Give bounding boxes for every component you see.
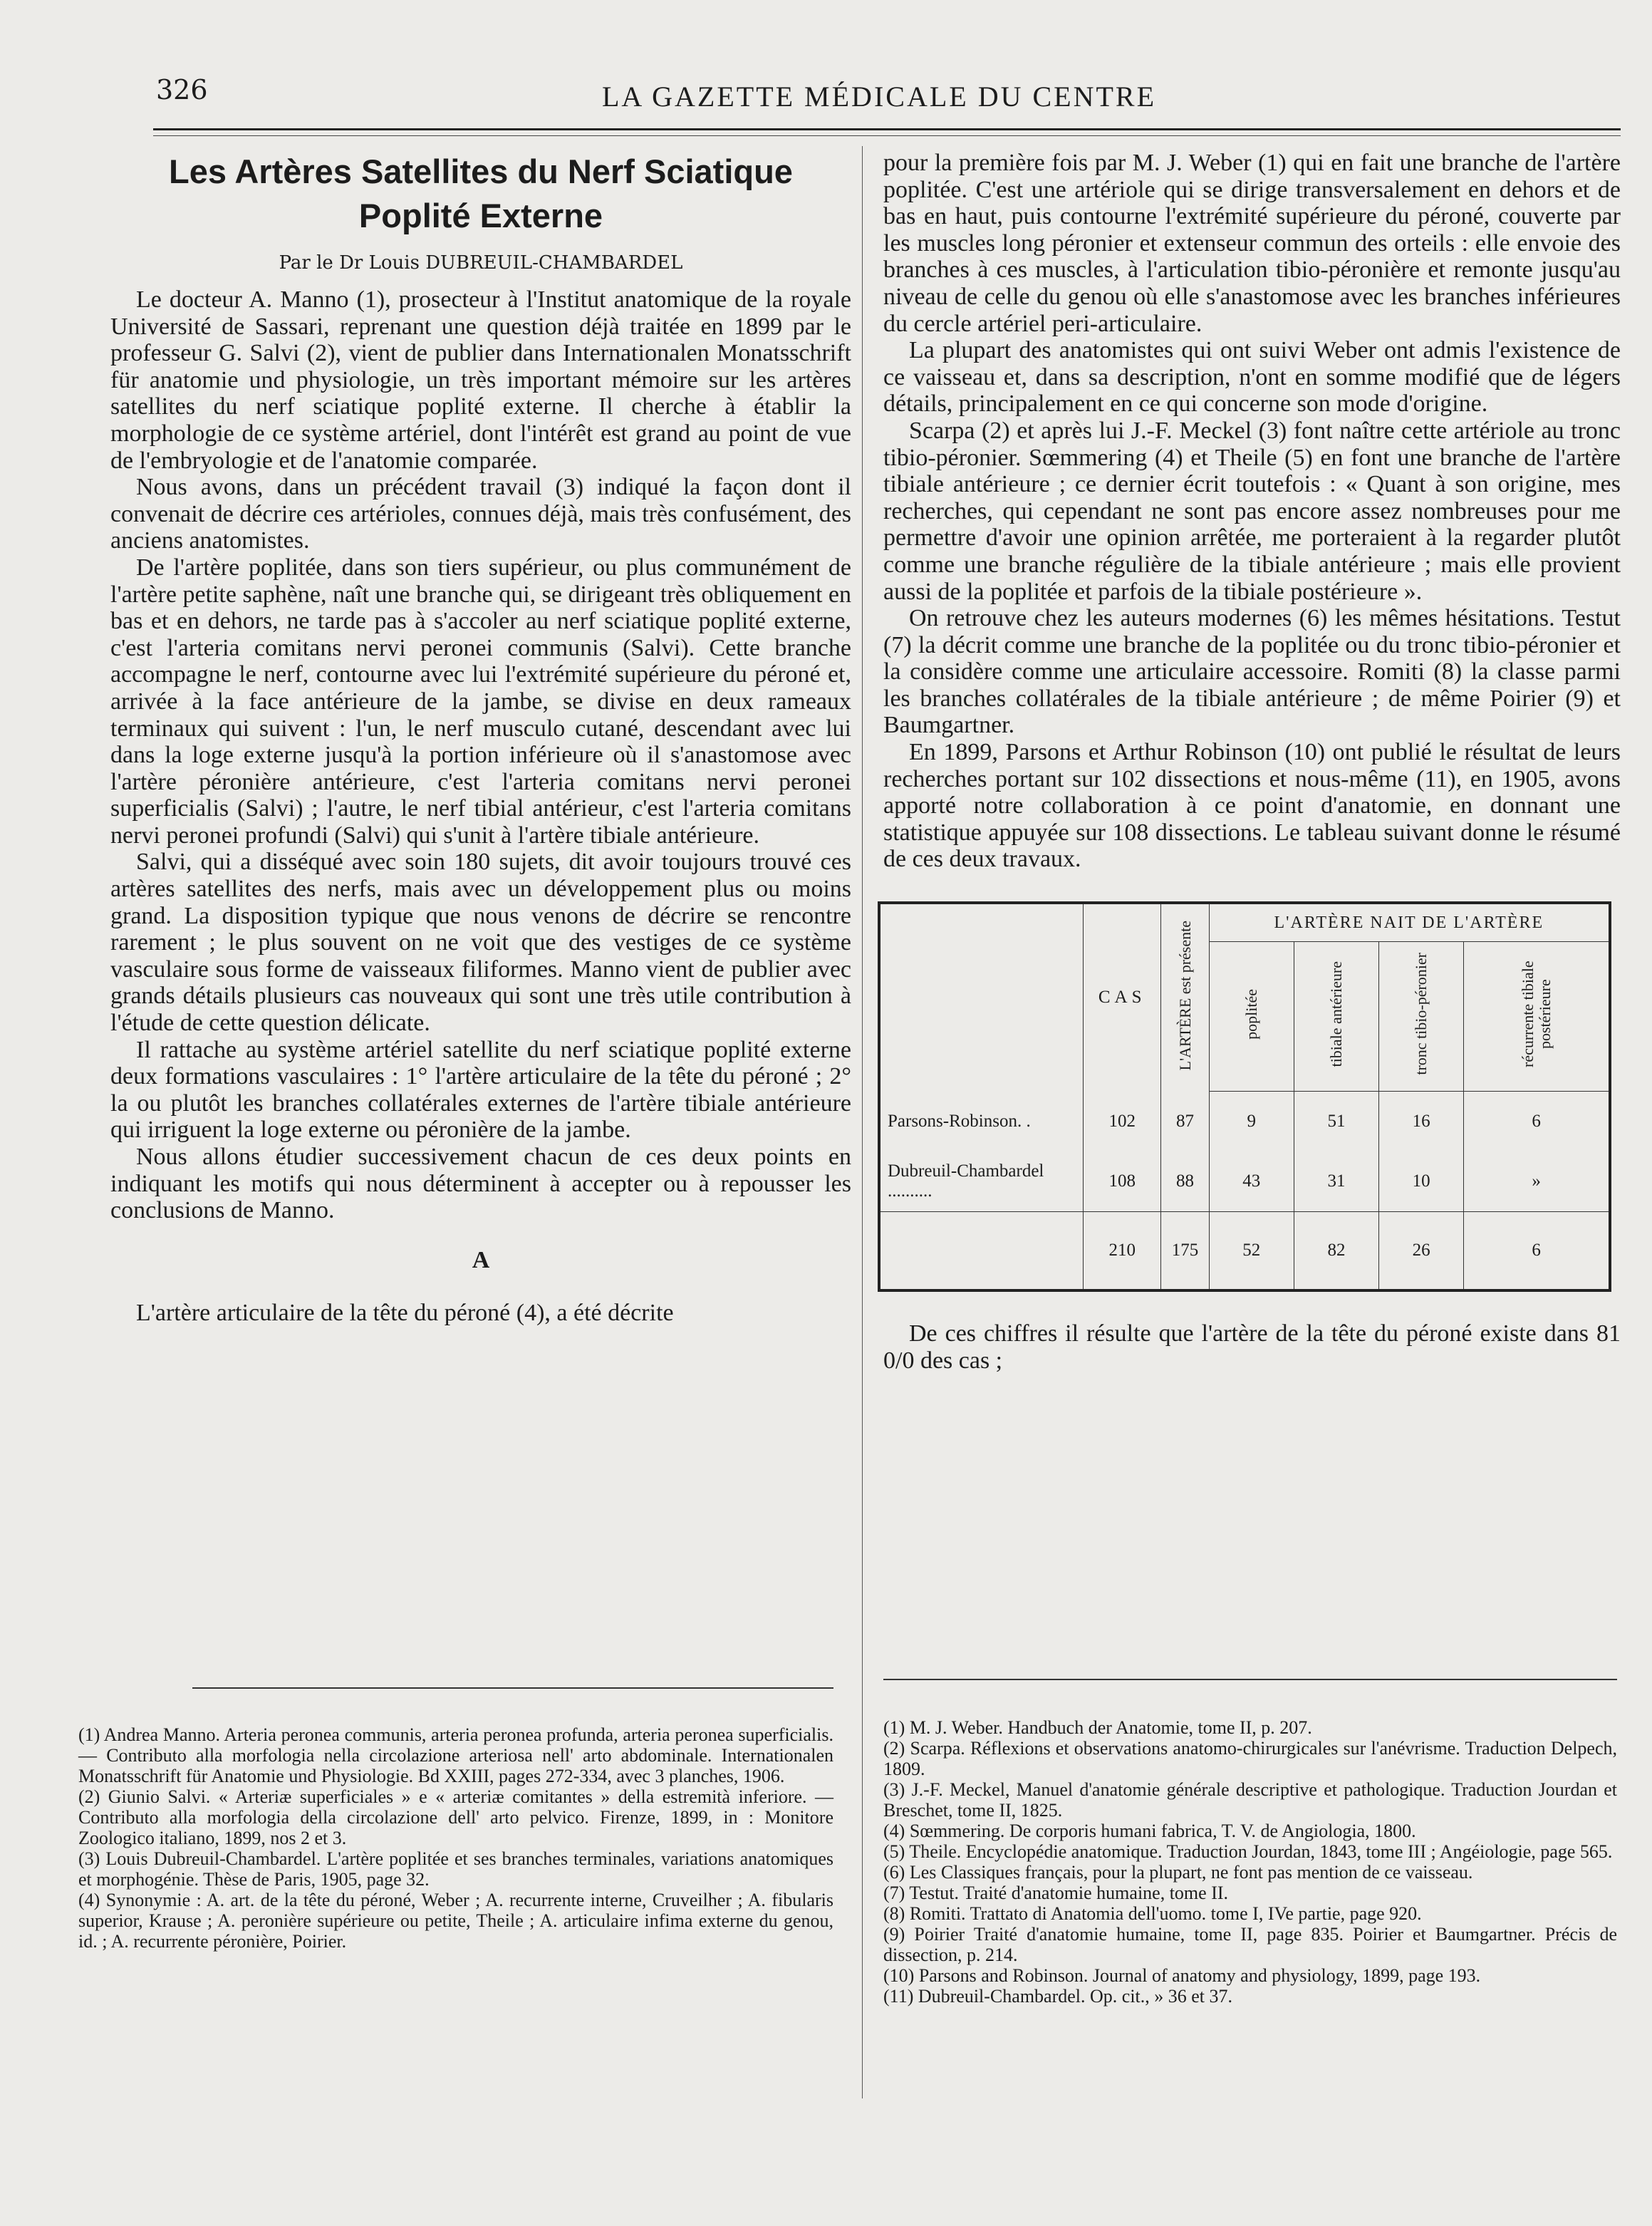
table-cell: 10 <box>1379 1151 1464 1212</box>
footnote: (4) Synonymie : A. art. de la tête du péroné, Weber ; A. recurrente interne, Cruveilher ; A. fibularis superior, Krause ; A. peronière supérieure ou petite, Theile ; A. articulaire infima externe du genou, id. ; A. recurrente péronière, Poirier. <box>78 1890 833 1952</box>
header-rule <box>153 128 1621 130</box>
paragraph: La plupart des anatomistes qui ont suivi Weber ont admis l'existence de ce vaisseau et, dans sa description, n'ont en somme modifié que de légers détails, principalement en ce qui concerne son mode d'origine. <box>883 337 1621 418</box>
table-header-cell: poplitée <box>1209 942 1294 1092</box>
paragraph: De l'artère poplitée, dans son tiers supérieur, ou plus communément de l'artère petite saphène, naît une branche qui, se dirigeant très obliquement en bas et en dehors, ne tarde pas à s'accoler au nerf sciatique poplité externe, c'est l'arteria comitans nervi peronei communis (Salvi). Cette branche accompagne le nerf, contourne avec lui l'extrémité supérieure du péroné et, arrivée à la face antérieure de la jambe, se divise en deux rameaux terminaux qui suivent : l'un, le nerf musculo cutané, descendant avec lui dans la loge externe jusqu'à la portion inférieure où il s'anastomose avec l'artère péronière antérieure, c'est l'arteria comitans nervi peronei superficialis (Salvi) ; l'autre, le nerf tibial antérieur, c'est l'arteria comitans nervi peronei profundi (Salvi) qui s'unit à l'artère tibiale antérieure. <box>110 554 851 849</box>
right-column <box>883 150 1621 1374</box>
table-cell: 82 <box>1294 1212 1378 1291</box>
footnote: (5) Theile. Encyclopédie anatomique. Traduction Jourdan, 1843, tome III ; Angéiologie, page 565. <box>883 1841 1613 1862</box>
table-header-cell: tronc tibio-péronier <box>1379 942 1464 1092</box>
table-cell: » <box>1464 1151 1610 1212</box>
table-header-cell: tibiale antérieure <box>1294 942 1378 1092</box>
table-header-cell: récurrente tibiale postérieure <box>1464 942 1610 1092</box>
table-cell: 6 <box>1464 1212 1610 1291</box>
footnote-rule-right <box>883 1679 1617 1680</box>
footnote: (8) Romiti. Trattato di Anatomia dell'uomo. tome I, IVe partie, page 920. <box>883 1903 1422 1924</box>
footnote: (3) Louis Dubreuil-Chambardel. L'artère poplitée et ses branches terminales, variations anatomiques et morphogénie. Thèse de Paris, 1905, page 32. <box>78 1848 833 1890</box>
paragraph: Nous avons, dans un précédent travail (3) indiqué la façon dont il convenait de décrire ces artérioles, connues déjà, mais très confusément, des anciens anatomistes. <box>110 474 851 554</box>
table-cell: Parsons-Robinson. . <box>879 1092 1084 1152</box>
table-header-cell: CAS <box>1084 903 1161 1092</box>
paragraph: On retrouve chez les auteurs modernes (6) les mêmes hésitations. Testut (7) la décrit comme une branche de la poplitée ou du tronc tibio-péronier et la considère comme une articulaire accessoire. Romiti (8) la classe parmi les branches collatérales de la tibiale antérieure ; de même Poirier (9) et Baumgartner. <box>883 605 1621 739</box>
table-cell: 210 <box>1084 1212 1161 1291</box>
table-group-header: L'ARTÈRE NAIT DE L'ARTÈRE <box>1209 903 1610 942</box>
footnote: (7) Testut. Traité d'anatomie humaine, tome II. <box>883 1883 1229 1903</box>
footnote: (1) M. J. Weber. Handbuch der Anatomie, tome II, p. 207. <box>883 1717 1312 1738</box>
footnote: (6) Les Classiques français, pour la plupart, ne font pas mention de ce vaisseau. <box>883 1862 1473 1883</box>
footnote-rule-left <box>192 1687 833 1689</box>
paragraph: Salvi, qui a disséqué avec soin 180 sujets, dit avoir toujours trouvé ces artères satellites des nerfs, mais avec un développement plus ou moins grand. La disposition typique que nous venons de décrire se rencontre rarement ; le plus souvent on ne voit que des vestiges de ce système vasculaire sous forme de vaisseaux filiformes. Manno vient de publier avec grands détails plusieurs cas nouveaux qui sont une très utile contribution à l'étude de cette question délicate. <box>110 849 851 1037</box>
table-cell: 87 <box>1161 1092 1209 1152</box>
table-cell: 9 <box>1209 1092 1294 1152</box>
table-cell: 102 <box>1084 1092 1161 1152</box>
table-cell: Dubreuil-Chambardel .......... <box>879 1151 1084 1212</box>
table-cell: 88 <box>1161 1151 1209 1212</box>
paragraph: Le docteur A. Manno (1), prosecteur à l'Institut anatomique de la royale Université de Sassari, reprenant une question déjà traitée en 1899 par le professeur G. Salvi (2), vient de publier dans Internationalen Monatsschrift für anatomie und physiologie, un très important mémoire sur les artères satellites du nerf sciatique poplité externe. Il cherche à établir la morphologie de ce système artériel, dont l'intérêt est grand au point de vue de l'embryologie et de l'anatomie comparée. <box>110 286 851 474</box>
table-cell: 16 <box>1379 1092 1464 1152</box>
paragraph: En 1899, Parsons et Arthur Robinson (10) ont publié le résultat de leurs recherches portant sur 102 dissections et nous-même (11), en 1905, avons apporté notre collaboration à ce point d'anatomie, en donnant une statistique appuyée sur 108 dissections. Le tableau suivant donne le résumé de ces deux travaux. <box>883 739 1621 873</box>
table-row <box>879 1151 1610 1212</box>
table-row <box>879 1092 1610 1152</box>
table-header-cell <box>879 903 1084 1092</box>
column-divider <box>862 146 863 2098</box>
article-title <box>110 150 851 238</box>
paragraph: L'artère articulaire de la tête du péroné (4), a été décrite <box>136 1299 674 1326</box>
table-total-row <box>879 1212 1610 1291</box>
table-cell: 6 <box>1464 1092 1610 1152</box>
paragraph: pour la première fois par M. J. Weber (1) qui en fait une branche de l'artère poplitée. C'est une artériole qui se dirige transversalement en dehors et de bas en haut, puis contourne l'extrémité supérieure du péroné, couverte par les muscles long péronier et extenseur commun des orteils : elle envoie des branches à ces muscles, à l'articulation tibio-péronière et remonte jusqu'au niveau de celle du genou où elle s'anastomose avec les branches inférieures du cercle artériel peri-articulaire. <box>883 150 1621 337</box>
footnote: (1) Andrea Manno. Arteria peronea communis, arteria peronea profunda, arteria peronea superficialis. — Contributo alla morfologia nella circolazione arteriosa nell' arto abdominale. Internationalen Monatsschrift für Anatomie und Physiologie. Bd XXIII, pages 272-334, avec 3 planches, 1906. <box>78 1724 833 1786</box>
table-cell: 52 <box>1209 1212 1294 1291</box>
footnote: (10) Parsons and Robinson. Journal of anatomy and physiology, 1899, page 193. <box>883 1965 1481 1986</box>
table-cell: 175 <box>1161 1212 1209 1291</box>
footnotes-right <box>883 1717 1617 2007</box>
footnotes-left <box>78 1724 833 1952</box>
page-header <box>153 71 1503 121</box>
table-cell: 43 <box>1209 1151 1294 1212</box>
table-cell: 51 <box>1294 1092 1378 1152</box>
statistics-table <box>878 901 1611 1292</box>
footnote: (2) Scarpa. Réflexions et observations anatomo-chirurgicales sur l'anévrisme. Traduction Delpech, 1809. <box>883 1738 1617 1779</box>
paragraph: Nous allons étudier successivement chacun de ces deux points en indiquant les motifs qui nous déterminent à accepter ou à repousser les conclusions de Manno. <box>110 1144 851 1224</box>
page-number: 326 <box>156 74 208 105</box>
running-title: LA GAZETTE MÉDICALE DU CENTRE <box>602 81 1157 113</box>
left-column <box>110 150 851 1326</box>
footnote: (4) Sœmmering. De corporis humani fabrica, T. V. de Angiologia, 1800. <box>883 1821 1416 1841</box>
table-cell: 31 <box>1294 1151 1378 1212</box>
table-cell: 108 <box>1084 1151 1161 1212</box>
paragraph: Scarpa (2) et après lui J.-F. Meckel (3) font naître cette artériole au tronc tibio-péronier. Sœmmering (4) et Theile (5) en font une branche de l'artère tibiale antérieure ; ce dernier écrit toutefois : « Quant à son origine, mes recherches, qui cependant ne sont pas encore assez nombreuses pour me permettre d'avoir une opinion arrêtée, me porteraient à la regarder plutôt comme une branche régulière de la tibiale antérieure ; mais elle provient aussi de la poplitée et parfois de la tibiale postérieure ». <box>883 417 1621 605</box>
paragraph: Il rattache au système artériel satellite du nerf sciatique poplité externe deux formations vasculaires : 1° l'artère articulaire de la tête du péroné ; 2° la ou plutôt les branches collatérales externes de l'artère tibiale antérieure qui irriguent la loge externe ou péronière de la jambe. <box>110 1036 851 1144</box>
title-line-1: Les Artères Satellites du Nerf Sciatique <box>169 152 793 190</box>
title-line-2: Poplité Externe <box>358 197 603 234</box>
paragraph: De ces chiffres il résulte que l'artère de la tête du péroné existe dans 81 0/0 des cas ; <box>883 1320 1621 1374</box>
table-cell: 26 <box>1379 1212 1464 1291</box>
header-rule-thin <box>153 135 1621 136</box>
section-heading: A <box>472 1246 490 1273</box>
byline: Par le Dr Louis DUBREUIL-CHAMBARDEL <box>279 252 683 274</box>
footnote: (11) Dubreuil-Chambardel. Op. cit., » 36 et 37. <box>883 1986 1233 2007</box>
footnote: (9) Poirier Traité d'anatomie humaine, tome II, page 835. Poirier et Baumgartner. Précis de dissection, p. 214. <box>883 1924 1617 1965</box>
table-cell <box>879 1212 1084 1291</box>
footnote: (2) Giunio Salvi. « Arteriæ superficiales » e « arteriæ comitantes » della estremità inferiore. — Contributo alla morfologia della circolazione dell' arto pelvico. Firenze, 1899, in : Monitore Zoologico italiano, 1899, nos 2 et 3. <box>78 1786 833 1848</box>
footnote: (3) J.-F. Meckel, Manuel d'anatomie générale descriptive et pathologique. Traduction Jourdan et Breschet, tome II, 1825. <box>883 1779 1617 1821</box>
table-header-cell: L'ARTÈRE est présente <box>1161 903 1209 1092</box>
